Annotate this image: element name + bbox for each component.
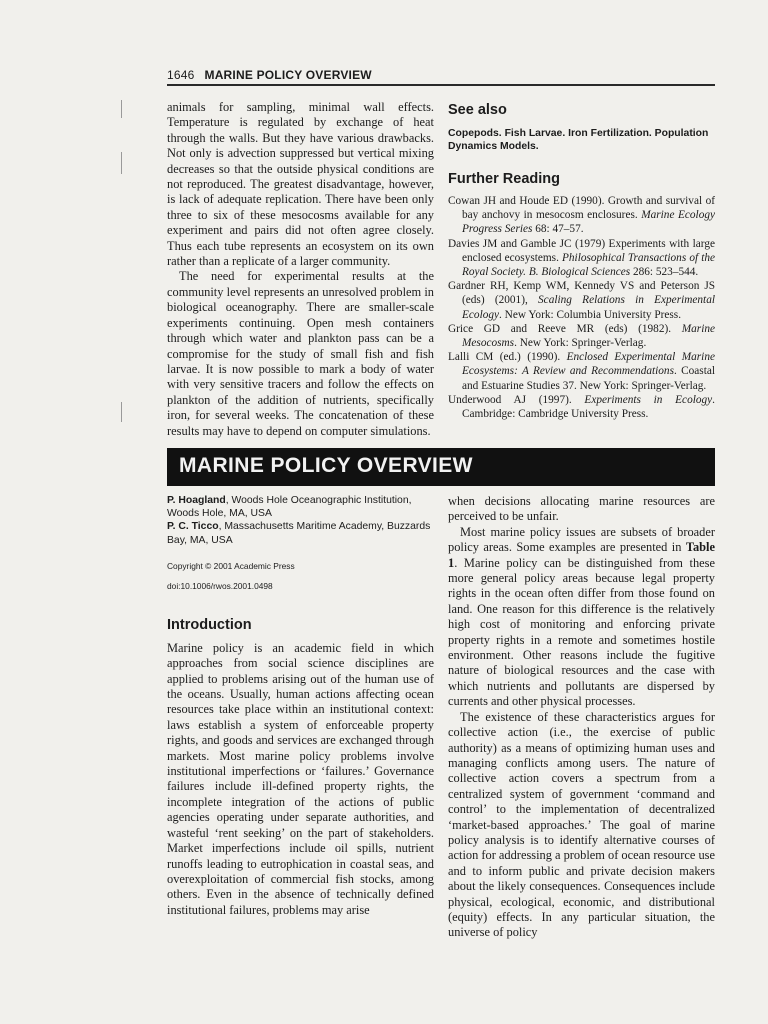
margin-mark xyxy=(121,100,122,118)
margin-mark xyxy=(121,402,122,422)
reference-title: Experiments in Ecology xyxy=(584,393,713,406)
reference-text: Davies JM and Gamble JC (1979) Experiments with large enclosed ecosystems. xyxy=(448,237,715,264)
right-column-top xyxy=(448,102,715,421)
reference-list xyxy=(448,194,715,421)
reference-entry xyxy=(448,393,715,421)
running-title: MARINE POLICY OVERVIEW xyxy=(204,68,372,82)
paragraph: when decisions allocating marine resources are perceived to be unfair. xyxy=(448,494,715,524)
author-name: P. Hoagland xyxy=(167,495,226,506)
reference-text: 286: 523–544. xyxy=(630,266,699,279)
article-title: MARINE POLICY OVERVIEW xyxy=(179,454,473,477)
text-run: . Marine policy can be distinguished from these more general policy areas because legal property rights in the ocean often differ from those found on land. One reason for this difference is the relatively high cost of monitoring and enforcing private property rights in a remote and sometimes hostile environment. Other reasons include the fugitive nature of biological resources and the case with which nutrients and pollutants are dispersed by currents and other physical processes. xyxy=(448,555,715,709)
doi-line: doi:10.1006/rwos.2001.0498 xyxy=(167,580,273,591)
article-title-banner xyxy=(167,448,715,486)
see-also-heading: See also xyxy=(448,102,507,118)
see-also-links[interactable]: Copepods. Fish Larvae. Iron Fertilization. Population Dynamics Models. xyxy=(448,128,709,152)
reference-text: Underwood AJ (1997). xyxy=(448,393,585,406)
copyright-line: Copyright © 2001 Academic Press xyxy=(167,560,295,571)
reference-text: Lalli CM (ed.) (1990). xyxy=(448,351,567,364)
reference-title: Philosophical Transactions of the Royal Society. B. Biological Sciences xyxy=(462,251,716,279)
left-column-article xyxy=(167,494,434,918)
paragraph xyxy=(448,525,715,710)
reference-text: . Coastal and Estuarine Studies 37. New York: Springer-Verlag. xyxy=(462,365,715,392)
header-rule xyxy=(167,84,715,86)
page-number: 1646 xyxy=(167,68,195,82)
reference-entry xyxy=(448,237,715,280)
reference-entry xyxy=(448,350,715,393)
author-affiliation: , Massachusetts Maritime Academy, Buzzards Bay, MA, USA xyxy=(167,521,431,546)
reference-text: . New York: Springer-Verlag. xyxy=(514,337,647,350)
author-name: P. C. Ticco xyxy=(167,521,219,533)
paragraph: The existence of these characteristics argues for collective action (i.e., the exercise of public authority) as a means of optimizing human uses and managing conflicts among users. The nature of collective action covers a spectrum from a centralized system of government ‘command and control’ to the implementation of decentralized ‘market-based approaches.’ The goal of marine policy analysis is to identify alternative courses of action for addressing a problem of ocean resource use and to inform public and private decision makers about the likely consequences. Consequences include physical, ecological, economic, and distributional (equity) effects. In any particular situation, the universe of policy xyxy=(448,709,715,940)
paragraph: animals for sampling, minimal wall effects. Temperature is regulated by exchange of heat through the walls. But they have various drawbacks. Not only is advection suppressed but vertical mixing decreases so that the outside physical conditions are not reproduced. The greatest disadvantage, however, is lack of adequate replication. There have been only three to six of these mesocosms available for any experiment and pairs did not often agree closely. Thus each tube represents an ecosystem on its own rather than a replicate of a larger community. xyxy=(167,100,434,269)
reference-title: Marine Mesocosms xyxy=(462,322,715,350)
left-column-top xyxy=(167,100,434,439)
reference-text: . Cambridge: Cambridge University Press. xyxy=(462,393,715,421)
paragraph: Marine policy is an academic field in which approaches from social science disciplines are applied to problems arising out of the human use of the oceans. Usually, human actions affecting ocean resources take place within an institutional context: laws establish a system of enforceable property rights, and goods and services are exchanged through markets. Most marine policy problems involve institutional imperfections or ‘failures.’ Governance failures include ill-defined property rights, the incomplete integration of the actions of public agencies operating under separate authorities, and wasteful ‘rent seeking’ on the part of stakeholders. Market imperfections include oil spills, nutrient runoffs leading to eutrophication in coastal seas, and overexploitation of commercial fish stocks, among others. Even in the absence of technically defined institutional failures, problems may arise xyxy=(167,640,434,917)
margin-mark xyxy=(121,152,122,174)
reference-text: 68: 47–57. xyxy=(532,223,584,236)
table-reference[interactable]: Table 1 xyxy=(448,540,715,570)
further-reading-heading: Further Reading xyxy=(448,171,560,187)
reference-title: Marine Ecology Progress Series xyxy=(462,209,715,236)
reference-text: . New York: Columbia University Press. xyxy=(499,308,682,321)
text-run: Most marine policy issues are subsets of broader policy areas. Some examples are presented in xyxy=(448,524,715,555)
author-block xyxy=(167,494,434,547)
author-affiliation: , Woods Hole Oceanographic Institution, Woods Hole, MA, USA xyxy=(167,495,412,520)
reference-title: Enclosed Experimental Marine Ecosystems: A Review and Recommendations xyxy=(462,351,715,378)
reference-title: Scaling Relations in Experimental Ecology xyxy=(462,294,715,321)
introduction-heading: Introduction xyxy=(167,616,252,633)
right-column-article xyxy=(448,494,715,941)
reference-text: Gardner RH, Kemp WM, Kennedy VS and Peterson JS (eds) (2001), xyxy=(448,280,715,307)
reference-text: Grice GD and Reeve MR (eds) (1982). xyxy=(448,322,682,335)
reference-entry xyxy=(448,194,715,237)
reference-entry xyxy=(448,279,715,322)
reference-text: Cowan JH and Houde ED (1990). Growth and survival of bay anchovy in mesocosm enclosures. xyxy=(448,195,715,222)
reference-entry xyxy=(448,322,715,350)
paragraph: The need for experimental results at the community level represents an unresolved problem in biological oceanography. There are smaller-scale experiments continuing. Open mesh containers through which water and plankton pass can be a compromise for the study of small fish and fish larvae. It is now possible to mark a body of water with very sensitive tracers and follow the effects on plankton of the addition of nutrients, specifically iron, for several weeks. The concatenation of these results may have to depend on computer simulations. xyxy=(167,269,434,438)
running-header xyxy=(167,68,372,82)
